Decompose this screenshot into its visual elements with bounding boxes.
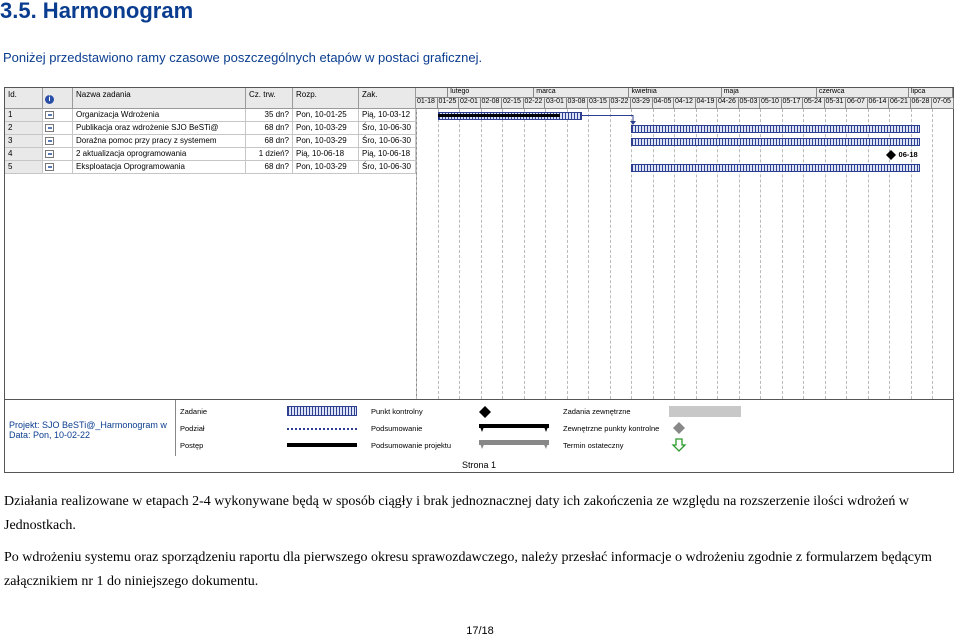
week-label: 06-28 [911,98,933,109]
row-3-name: Doraźna pomoc przy pracy z systemem [73,135,246,148]
month-label: marca [534,88,629,98]
legend-split-line [287,428,357,430]
week-label: 04-19 [696,98,718,109]
header-start: Rozp. [293,88,359,109]
header-name: Nazwa zadania [73,88,246,109]
gantt-chart [4,87,954,473]
week-gridline [803,109,804,399]
week-gridline [782,109,783,399]
week-label: 03-15 [588,98,610,109]
row-2-duration: 68 dn? [246,122,293,135]
week-gridline [524,109,525,399]
row-4-id: 4 [5,148,43,161]
task-bar [631,164,920,172]
week-gridline [416,109,417,399]
row-4-finish: Pią, 10-06-18 [359,148,416,161]
legend-progress-bar [287,443,357,447]
task-icon [45,111,54,119]
legend-task-bar [287,406,357,416]
task-icon [45,137,54,145]
summary-bar-icon [479,424,549,428]
row-5-id: 5 [5,161,43,174]
legend-summary-label: Podsumowanie [371,424,423,433]
week-label: 06-14 [868,98,890,109]
row-2-id: 2 [5,122,43,135]
row-1-name: Organizacja Wdrożenia [73,109,246,122]
week-label: 04-05 [653,98,675,109]
week-label: 06-21 [889,98,911,109]
week-label: 01-25 [438,98,460,109]
week-label: 03-22 [610,98,632,109]
row-3-finish: Śro, 10-06-30 [359,135,416,148]
week-gridline [868,109,869,399]
week-gridline [481,109,482,399]
task-icon [45,150,54,158]
legend-external-task-label: Zadania zewnętrzne [563,407,631,416]
week-gridline [545,109,546,399]
week-label: 04-26 [717,98,739,109]
legend-external-milestone-label: Zewnętrzne punkty kontrolne [563,424,660,433]
week-label: 05-17 [782,98,804,109]
week-label: 05-31 [825,98,847,109]
week-gridline [653,109,654,399]
row-2-indicator [43,122,73,135]
row-5-name: Eksploatacja Oprogramowania [73,161,246,174]
row-2-start: Pon, 10-03-29 [293,122,359,135]
week-label: 05-24 [803,98,825,109]
header-info [43,88,73,109]
week-label: 03-01 [545,98,567,109]
week-gridline [610,109,611,399]
week-gridline [674,109,675,399]
week-label: 01-18 [416,98,438,109]
row-5-duration: 68 dn? [246,161,293,174]
row-3-id: 3 [5,135,43,148]
row-2-finish: Śro, 10-06-30 [359,122,416,135]
month-label: czerwca [817,88,909,98]
week-label: 06-07 [846,98,868,109]
week-label: 03-29 [631,98,653,109]
row-1-finish: Pią, 10-03-12 [359,109,416,122]
paragraph-2: Po wdrożeniu systemu oraz sporządzeniu raportu dla pierwszego okresu sprawozdawczego, należy przesłać informacje o wdrożeniu zgodnie z formularzem będącym załącznikiem nr 1 do niniejszego dokumentu. [4,550,932,589]
row-3-duration: 68 dn? [246,135,293,148]
week-gridline [825,109,826,399]
week-gridline [631,109,632,399]
week-gridline [567,109,568,399]
week-label: 04-12 [674,98,696,109]
row-5-start: Pon, 10-03-29 [293,161,359,174]
month-label: kwietnia [629,88,721,98]
row-4-start: Pią, 10-06-18 [293,148,359,161]
row-4-indicator [43,148,73,161]
week-label: 05-10 [760,98,782,109]
header-finish: Zak. [359,88,416,109]
legend-symbols-2 [477,404,557,456]
week-gridline [438,109,439,399]
deadline-arrow-icon [673,439,685,451]
info-icon: i [45,95,54,104]
row-3-start: Pon, 10-03-29 [293,135,359,148]
week-gridline [502,109,503,399]
intro-text: Poniżej przedstawiono ramy czasowe poszczególnych etapów w postaci graficznej. [3,50,483,65]
task-icon [45,124,54,132]
week-label: 02-22 [524,98,546,109]
dependency-arrow-icon [416,88,953,148]
week-gridline [696,109,697,399]
row-1-id: 1 [5,109,43,122]
legend-split-label: Podział [180,424,205,433]
legend-separator [175,400,176,456]
week-label: 03-08 [567,98,589,109]
legend-symbols-3 [667,404,747,456]
legend-progress-label: Postęp [180,441,204,450]
row-1-indicator [43,109,73,122]
week-gridline [760,109,761,399]
header-id: Id. [5,88,43,109]
week-gridline [459,109,460,399]
week-gridline [717,109,718,399]
week-label: 05-03 [739,98,761,109]
week-gridline [588,109,589,399]
row-5-indicator [43,161,73,174]
page-number: 17/18 [466,625,494,637]
milestone-diamond-icon [884,150,898,160]
external-task-bar-icon [669,406,741,417]
task-icon [45,163,54,171]
legend-task-label: Zadanie [180,407,208,416]
section-title: 3.5. Harmonogram [0,0,194,23]
paragraph-1: Działania realizowane w etapach 2-4 wykonywane będą w sposób ciągły i brak jednoznacznej daty ich zakończenia ze względu na rozszerzenie ilości wdrożeń w Jednostkach. [4,494,909,533]
week-label: 07-05 [932,98,954,109]
week-label: 02-15 [502,98,524,109]
week-label: 02-01 [459,98,481,109]
week-gridline [846,109,847,399]
row-1-duration: 35 dn? [246,109,293,122]
week-gridline [739,109,740,399]
row-1-start: Pon, 10-01-25 [293,109,359,122]
timeline [416,88,953,399]
header-duration: Cz. trw. [246,88,293,109]
week-label: 02-08 [481,98,503,109]
milestone-label: 06-18 [898,149,918,159]
month-label: maja [722,88,817,98]
row-3-indicator [43,135,73,148]
month-label: lutego [448,88,534,98]
legend-milestone-label: Punkt kontrolny [371,407,423,416]
legend-project: Projekt: SJO BeSTi@_Harmonogram w [9,420,167,430]
external-milestone-diamond-icon [673,422,685,434]
project-summary-bar-icon [479,440,549,445]
month-label: lipca [909,88,953,98]
legend [5,399,953,457]
chart-page-footer: Strona 1 [461,460,497,470]
legend-deadline-label: Termin ostateczny [563,441,624,450]
legend-project-summary-label: Podsumowanie projektu [371,441,452,450]
week-gridline [932,109,933,399]
row-2-name: Publikacja oraz wdrożenie SJO BeSTi@ [73,122,246,135]
row-4-name: 2 aktualizacja oprogramowania [73,148,246,161]
legend-date: Data: Pon, 10-02-22 [9,430,91,440]
row-5-finish: Śro, 10-06-30 [359,161,416,174]
row-4-duration: 1 dzień? [246,148,293,161]
milestone-diamond-icon [479,406,491,418]
